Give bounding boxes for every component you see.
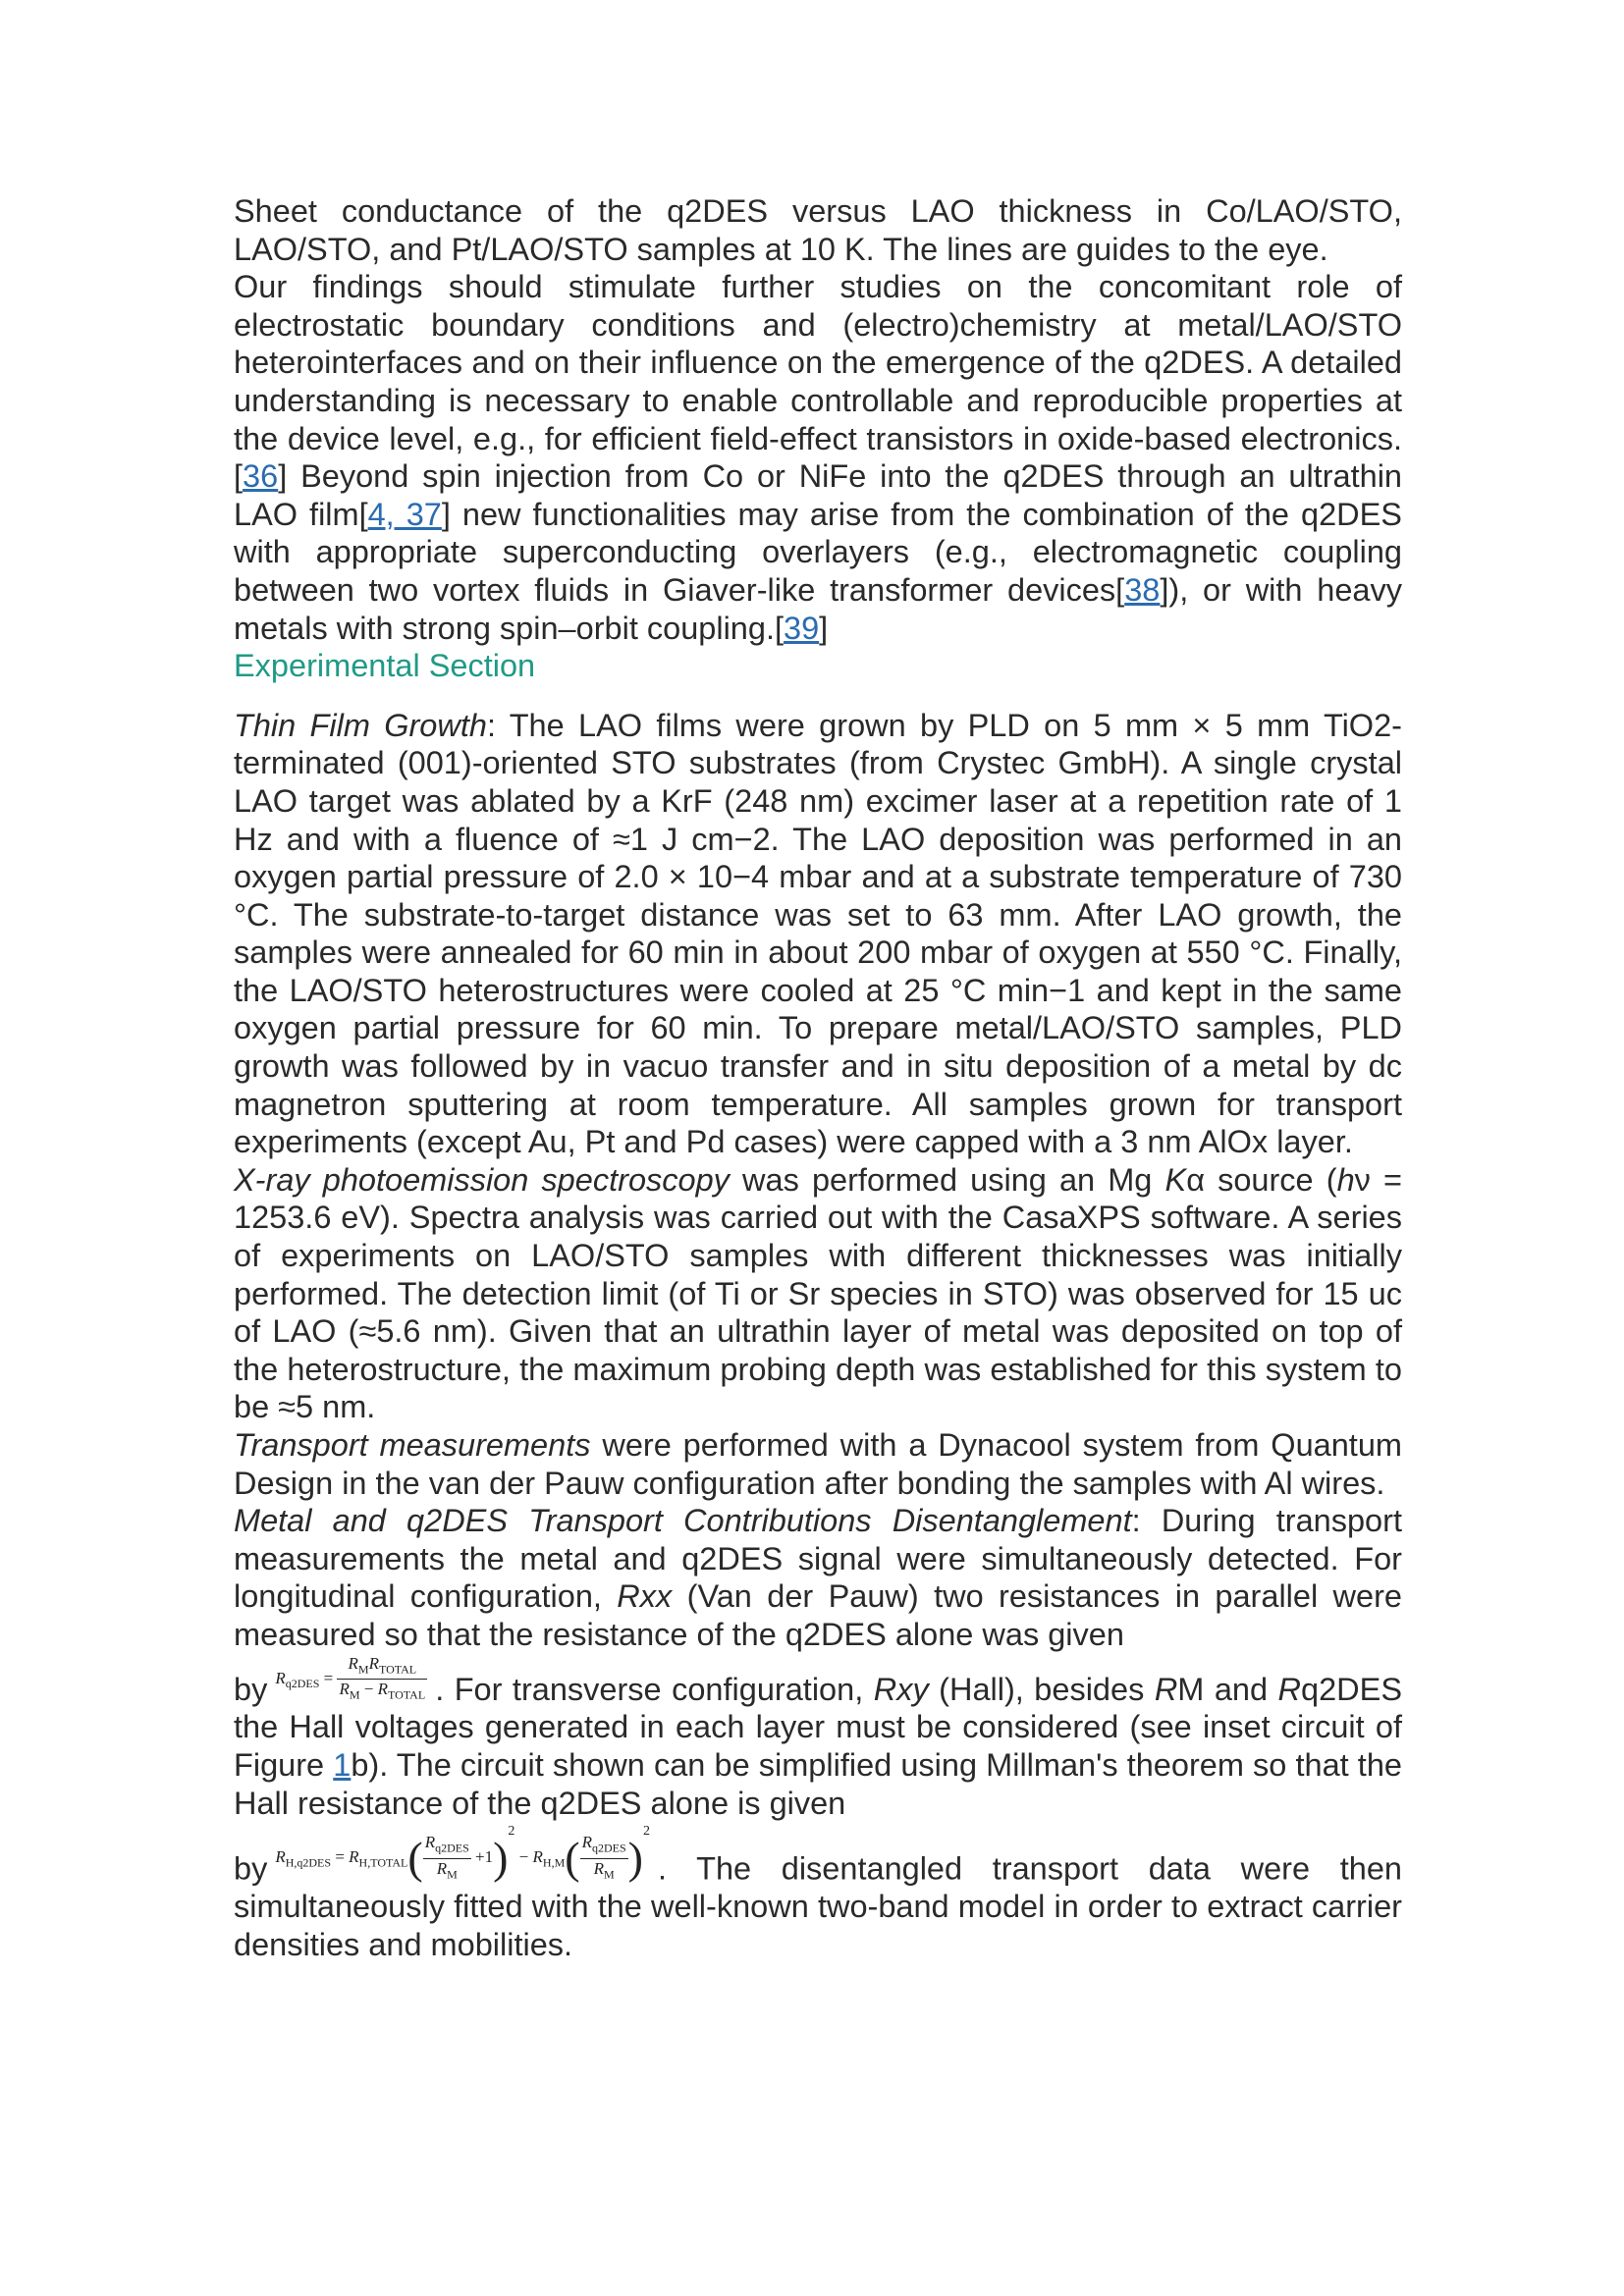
- thin-film-label: Thin Film Growth: [234, 707, 487, 743]
- disentangle-text-1: : During transport measurements the metal and q2DES signal were simultaneously detected. For longitudinal configuration,: [234, 1503, 1402, 1615]
- eq2-f2-den: R: [593, 1858, 604, 1878]
- xps-k-symbol: K: [1164, 1161, 1187, 1198]
- eq1-fraction: [337, 1654, 427, 1705]
- findings-text-1: Our findings should stimulate further studies on the concomitant role of electrostatic boundary conditions and (electro)chemistry at metal/LAO/STO heterointerfaces and on their influence on the emergence of the q2DES. A detailed understanding is necessary to enable controllable and reproducible properties at the device level, e.g., for efficient field-effect transistors in oxide-based electronics.[: [234, 269, 1402, 495]
- rq-symbol: R: [1277, 1671, 1302, 1707]
- eq1-num-r: R: [348, 1653, 358, 1673]
- disentangle-text-2: (Van der Pauw) two resistances in parallel were measured so that the resistance of the q2DES alone was given: [234, 1578, 1402, 1652]
- disentangle-text-5: b). The circuit shown can be simplified using Millman's theorem so that the Hall resistance of the q2DES alone is given: [234, 1746, 1402, 1821]
- transport-text: were performed with a Dynacool system from Quantum Design in the van der Pauw configuration after bonding the samples with Al wires.: [234, 1427, 1402, 1501]
- disentangle-text-6: . The disentangled transport data were then simultaneously fitted with the well-known two-band model in order to extract carrier densities and mobilities.: [234, 1850, 1402, 1962]
- eq1-num-sub2: TOTAL: [378, 1661, 417, 1676]
- eq1-num-sub1: M: [357, 1661, 369, 1676]
- eq2-plus-one: +1: [470, 1847, 494, 1867]
- eq1-lhs: R: [275, 1668, 286, 1687]
- rm-suffix: M and: [1177, 1671, 1278, 1707]
- eq1-den-r2: R: [377, 1679, 389, 1698]
- eq1-den-sub1: M: [349, 1687, 360, 1702]
- xps-text-1: was performed using an Mg: [729, 1161, 1165, 1198]
- xps-h-symbol: h: [1336, 1161, 1355, 1198]
- eq2-f1-den: R: [436, 1858, 448, 1878]
- eq2-power-1: 2: [508, 1824, 515, 1840]
- eq2-f2-numerator: [580, 1833, 628, 1858]
- citation-link-36[interactable]: 36: [243, 458, 279, 495]
- transport-label: Transport measurements: [234, 1427, 591, 1463]
- equation-rh-q2des: [275, 1822, 650, 1884]
- rxy-symbol: Rxy: [873, 1671, 929, 1707]
- eq2-close-paren-2: ): [627, 1833, 643, 1884]
- eq1-numerator: [337, 1654, 427, 1680]
- equation-rq2des: [275, 1654, 427, 1705]
- disentangle-text-3: . For transverse configuration,: [435, 1671, 874, 1707]
- eq2-minus: −: [514, 1847, 533, 1867]
- eq2-f2-num: R: [581, 1833, 592, 1852]
- rm-symbol: R: [1154, 1671, 1178, 1707]
- document-page: [234, 192, 1402, 1963]
- eq2-rhm-sub: H,M: [542, 1855, 566, 1870]
- eq2-f1-numerator: [423, 1833, 471, 1858]
- eq2-open-paren-1: (: [407, 1833, 423, 1884]
- eq1-denominator: [337, 1680, 427, 1704]
- eq2-total-sub: H,TOTAL: [358, 1855, 408, 1870]
- rxx-symbol: Rxx: [617, 1578, 673, 1615]
- eq2-f1-den-sub: M: [447, 1867, 458, 1882]
- findings-text-3: ] new functionalities may arise from the combination of the q2DES with appropriate superconducting overlayers (e.g., electromagnetic coupling between two vortex fluids in Giaver-like transformer devices[: [234, 496, 1402, 608]
- eq2-fraction-1: [423, 1833, 471, 1884]
- by-text-1: by: [234, 1671, 268, 1707]
- eq2-f2-denominator: [580, 1859, 628, 1884]
- section-heading-experimental: Experimental Section: [234, 648, 536, 684]
- eq2-close-paren-1: ): [493, 1833, 509, 1884]
- xps-text-3: ν = 1253.6 eV). Spectra analysis was carried out with the CasaXPS software. A series of experiments on LAO/STO samples with different thicknesses was initially performed. The detection limit (of Ti or Sr species in STO) was observed for 15 uc of LAO (≈5.6 nm). Given that an ultrathin layer of metal was deposited on top of the heterostructure, the maximum probing depth was established for this system to be ≈5 nm.: [234, 1161, 1402, 1425]
- citation-link-4-37[interactable]: 4, 37: [367, 496, 442, 532]
- citation-link-38[interactable]: 38: [1124, 571, 1161, 608]
- caption-text: Sheet conductance of the q2DES versus LAO thickness in Co/LAO/STO, LAO/STO, and Pt/LAO/STO samples at 10 K. The lines are guides to the eye.: [234, 193, 1402, 267]
- findings-text-5: ]: [819, 610, 829, 646]
- eq1-lhs-sub: q2DES: [285, 1676, 320, 1690]
- eq2-fraction-2: [580, 1833, 628, 1884]
- eq2-f1-denominator: [423, 1859, 471, 1884]
- eq2-f1-num: R: [424, 1833, 436, 1852]
- xps-paragraph: [234, 1161, 1402, 1426]
- transport-paragraph: [234, 1426, 1402, 1502]
- eq1-den-sub2: TOTAL: [388, 1687, 426, 1702]
- eq2-lhs-sub: H,q2DES: [285, 1855, 332, 1870]
- eq2-rhm: R: [532, 1847, 543, 1867]
- eq1-den-r: R: [339, 1679, 350, 1698]
- citation-link-39[interactable]: 39: [784, 610, 820, 646]
- xps-label: X-ray photoemission spectroscopy: [234, 1161, 730, 1198]
- eq2-f2-num-sub: q2DES: [591, 1841, 626, 1855]
- thin-film-text: : The LAO films were grown by PLD on 5 mm × 5 mm TiO2-terminated (001)-oriented STO substrates (from Crystec GmbH). A single crystal LAO target was ablated by a KrF (248 nm) excimer laser at a repetition rate of 1 Hz and with a fluence of ≈1 J cm−2. The LAO deposition was performed in an oxygen partial pressure of 2.0 × 10−4 mbar and at a substrate temperature of 730 °C. The substrate-to-target distance was set to 63 mm. After LAO growth, the samples were annealed for 60 min in about 200 mbar of oxygen at 550 °C. Finally, the LAO/STO heterostructures were cooled at 25 °C min−1 and kept in the same oxygen partial pressure for 60 min. To prepare metal/LAO/STO samples, PLD growth was followed by in vacuo transfer and in situ deposition of a metal by dc magnetron sputtering at room temperature. All samples grown for transport experiments (except Au, Pt and Pd cases) were capped with a 3 nm AlOx layer.: [234, 707, 1402, 1160]
- eq2-f2-den-sub: M: [603, 1867, 615, 1882]
- rq-suffix: q2DES the Hall voltages generated in each layer must be considered (see inset circuit of Figure: [234, 1671, 1403, 1783]
- figure-link-1[interactable]: 1: [333, 1746, 352, 1783]
- by-text-2: by: [234, 1850, 268, 1887]
- eq1-equals: =: [319, 1668, 338, 1687]
- disentangle-label: Metal and q2DES Transport Contributions Disentanglement: [234, 1503, 1132, 1539]
- findings-paragraph: [234, 268, 1402, 647]
- findings-text-2: ] Beyond spin injection from Co or NiFe into the q2DES through an ultrathin LAO film[: [234, 458, 1402, 532]
- eq2-lhs: R: [275, 1847, 286, 1867]
- findings-text-4: ]), or with heavy metals with strong spin–orbit coupling.[: [234, 571, 1402, 646]
- eq1-num-r2: R: [368, 1653, 379, 1673]
- figure-caption: [234, 192, 1402, 268]
- eq2-open-paren-2: (: [565, 1833, 580, 1884]
- disentangle-text-4: (Hall), besides: [928, 1671, 1155, 1707]
- eq2-total: R: [349, 1847, 359, 1867]
- eq2-equals: =: [331, 1847, 350, 1867]
- eq1-den-minus: −: [359, 1679, 378, 1698]
- disentangle-paragraph: [234, 1502, 1402, 1963]
- eq2-power-2: 2: [642, 1824, 650, 1840]
- eq2-f1-num-sub: q2DES: [435, 1841, 469, 1855]
- thin-film-paragraph: [234, 707, 1402, 1161]
- xps-text-2: α source (: [1186, 1161, 1337, 1198]
